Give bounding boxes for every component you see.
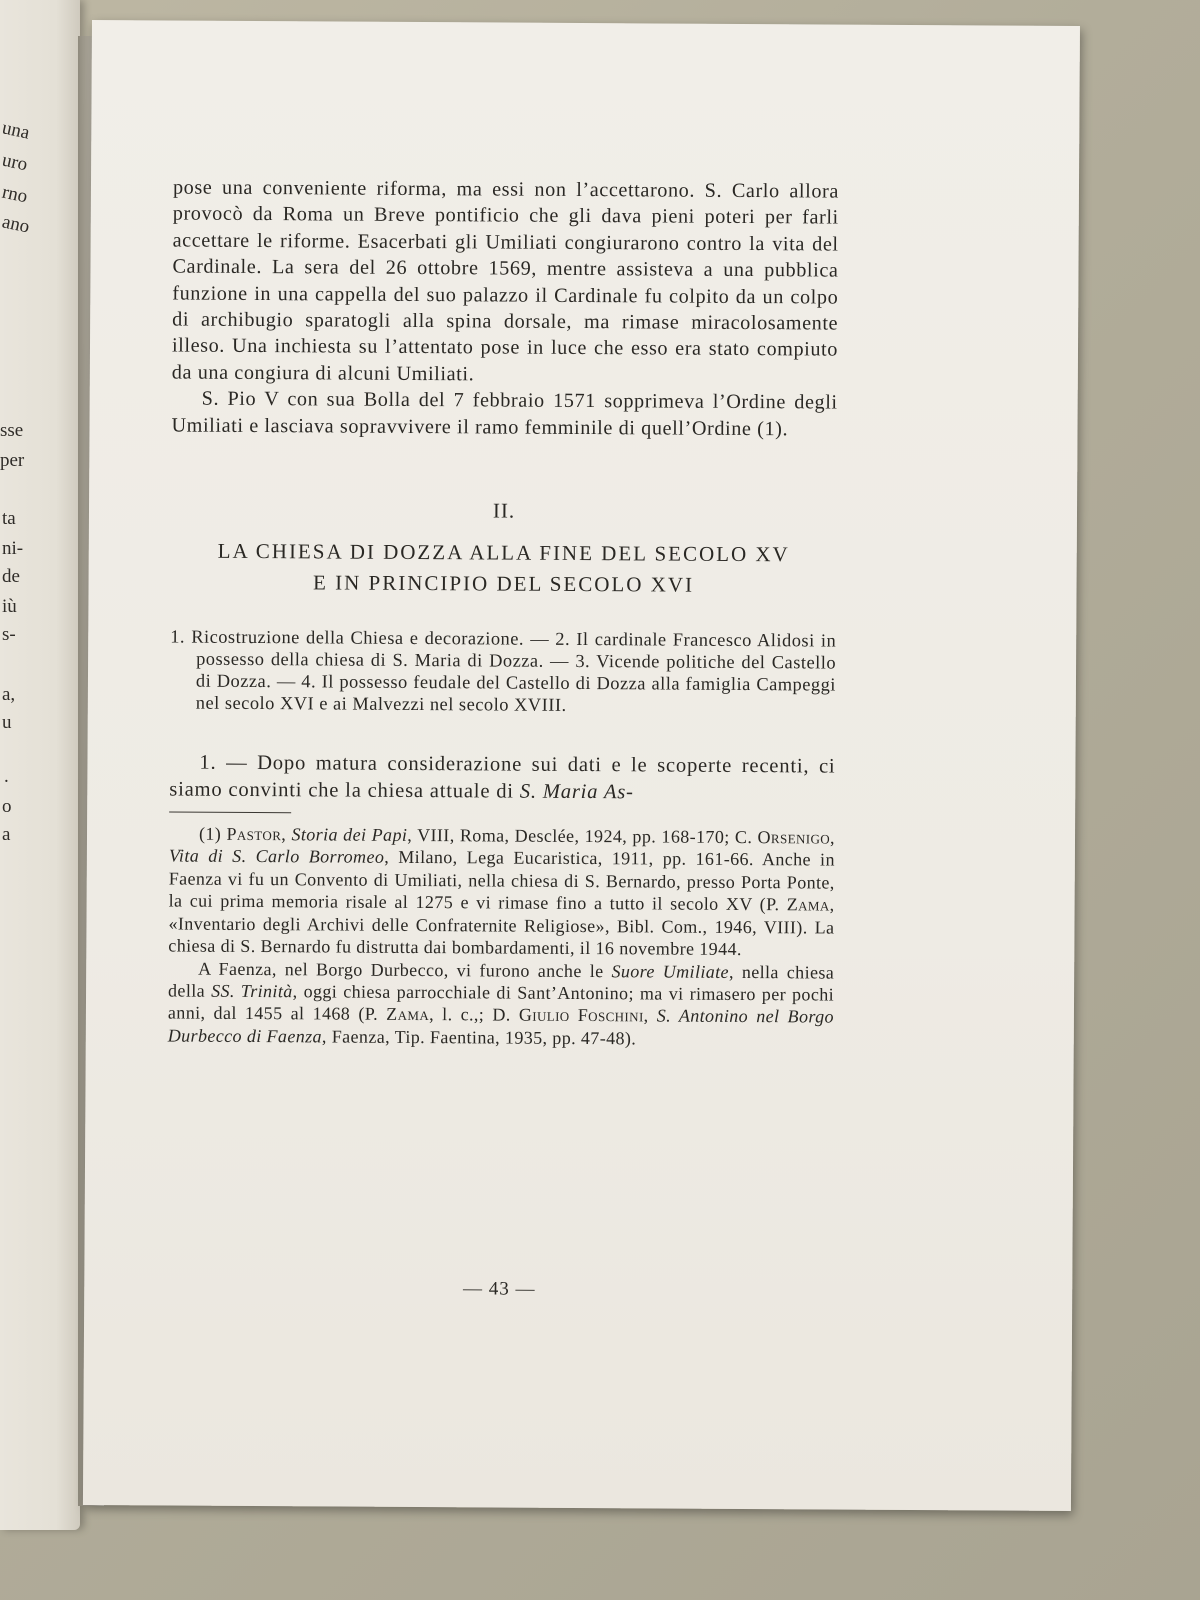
facing-page-fragment: sse	[0, 420, 24, 441]
footnote	[168, 823, 835, 962]
facing-page-fragment: .	[4, 766, 9, 787]
facing-page	[0, 0, 80, 1530]
work-title: Storia dei Papi	[291, 824, 408, 846]
footnote-text: ,	[281, 824, 292, 845]
footnote-text: A Faenza, nel Borgo Durbecco, vi furono anche le	[198, 958, 612, 981]
work-title: S. Antonino nel Borgo Durbecco di Faenza	[167, 1005, 834, 1047]
italic-text: S. Maria As-	[519, 780, 634, 804]
facing-page-fragment: a,	[2, 684, 16, 705]
paragraph: pose una conveniente riforma, ma essi non l’accettarono. S. Carlo allora provocò da Roma un Breve pontificio che gli dava pieni poteri per farli accettare le riforme. Esacerbati gli Umiliati congiurarono contro la vita del Cardinale. La sera del 26 ottobre 1569, mentre assisteva a una pubblica funzione in una cappella del suo palazzo il Cardinale fu colpito da un colpo di archibugio sparatogli alla spina dorsale, ma rimase miracolosamente illeso. Una inchiesta su l’attentato pose in luce che esso era stato compiuto da una congiura di alcuni Umiliati.	[171, 176, 840, 386]
italic-text: Suore Umiliate	[611, 960, 730, 982]
chapter-summary: 1. Ricostruzione della Chiesa e decorazione. — 2. Il cardinale Francesco Alidosi in possesso della chiesa di S. Maria di Dozza. — 3. Vicende politiche del Castello di Dozza. — 4. Il possesso feudale del Castello di Dozza alla famiglia Campeggi nel secolo XVI e ai Malvezzi nel secolo XVIII.	[170, 626, 837, 715]
section-text: 1. — Dopo matura considerazione sui dati e le scoperte recenti, ci siamo convinti che la chiesa attuale di	[169, 751, 836, 803]
author-name: Pastor	[226, 823, 282, 845]
footnote-rule	[169, 812, 291, 814]
facing-page-fragment: de	[2, 566, 20, 587]
chapter-title-line: E IN PRINCIPIO DEL SECOLO XVI	[313, 570, 695, 597]
facing-page-fragment: rno	[0, 181, 30, 208]
paragraph: S. Pio V con sua Bolla del 7 febbraio 1571 sopprimeva l’Ordine degli Umiliati e lasciava sopravvivere il ramo femminile di quell’Ordine (1).	[171, 387, 838, 440]
chapter-title-line: LA CHIESA DI DOZZA ALLA FINE DEL SECOLO XV	[217, 538, 790, 567]
facing-page-fragment: s-	[2, 624, 16, 645]
chapter-title	[170, 536, 836, 602]
book-page	[83, 20, 1080, 1511]
facing-page-fragment: ta	[2, 508, 16, 529]
work-title: Vita di S. Carlo Borromeo	[168, 845, 385, 868]
body-text	[171, 174, 839, 442]
facing-page-fragment: per	[0, 450, 25, 471]
author-name: Orsenigo	[757, 827, 831, 848]
author-name: Zama	[386, 1004, 430, 1025]
footnote-text: , Milano, Lega Eucaristica, 1911, pp. 161-66. Anche in Faenza vi fu un Convento di Umiliati, nella chiesa di S. Bernardo, presso Porta Ponte, la cui prima memoria risale al 1275 e vi rimase fino a tutto il secolo XV (P.	[168, 847, 835, 915]
footnote-marker: (1)	[198, 823, 227, 844]
facing-page-fragment: u	[2, 712, 12, 733]
footnote-text: , Faenza, Tip. Faentina, 1935, pp. 47-48).	[321, 1026, 637, 1049]
section-paragraph	[169, 750, 835, 808]
page-number: — 43 —	[462, 1278, 536, 1300]
chapter-number: II.	[492, 498, 516, 523]
footnote-text: ,	[830, 827, 836, 848]
facing-page-fragment: a	[2, 824, 11, 845]
footnote-text: ,	[643, 1005, 657, 1026]
footnotes	[168, 823, 835, 1051]
page-content	[167, 174, 840, 1300]
facing-page-fragment: o	[2, 796, 12, 817]
facing-page-fragment: ano	[0, 211, 32, 238]
footnote-text: , l. c.,; D.	[429, 1004, 519, 1025]
footnote-text: , nella chiesa della	[168, 961, 835, 1001]
author-name: Zama	[786, 894, 830, 915]
footnote-text: , «Inventario degli Archivi delle Confraternite Religiose», Bibl. Com., 1946, VIII). La chiesa di S. Bernardo fu distrutta dai bombardamenti, il 16 novembre 1944.	[168, 894, 835, 960]
italic-text: SS. Trinità	[211, 980, 293, 1002]
footnote-text: , oggi chiesa parrocchiale di Sant’Antonino; ma vi rimasero per pochi anni, dal 1455 al 1468 (P.	[167, 981, 835, 1025]
footnote	[168, 957, 835, 1051]
author-name: Giulio Foschini	[518, 1004, 644, 1026]
facing-page-fragment: una	[0, 117, 32, 144]
facing-page-fragment: iù	[2, 596, 17, 617]
facing-page-fragment: uro	[0, 149, 30, 176]
footnote-text: , VIII, Roma, Desclée, 1924, pp. 168-170; C.	[407, 825, 758, 848]
facing-page-fragment: ni-	[2, 538, 24, 559]
